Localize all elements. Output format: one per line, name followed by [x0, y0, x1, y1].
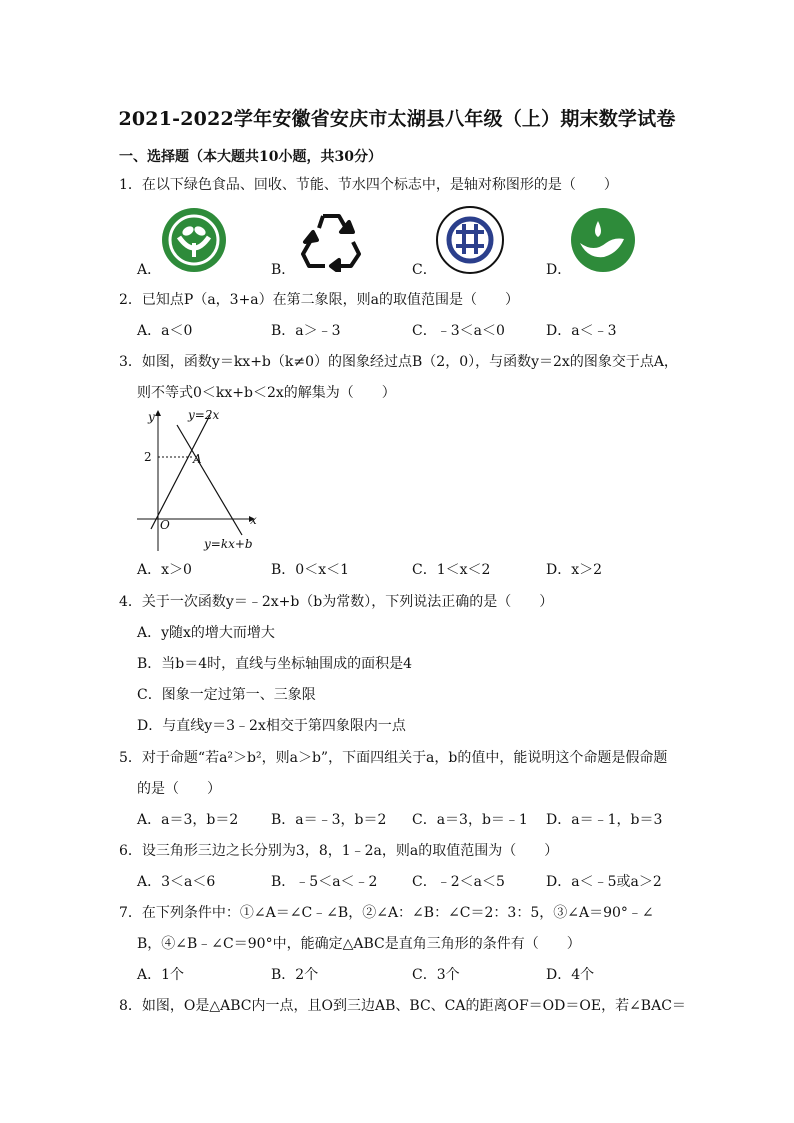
point-a-label: A: [193, 452, 202, 466]
q5-option-c: C．a＝3，b＝﹣1: [412, 812, 528, 828]
line-label-y-kx-b: y=kx+b: [204, 537, 253, 551]
q2-option-c: C．﹣3＜a＜0: [412, 323, 505, 339]
q1-option-d: D．: [546, 262, 572, 278]
q3-option-b: B．0＜x＜1: [271, 562, 349, 578]
question-5-line1: 5．对于命题“若a²＞b²，则a＞b”，下面四组关于a，b的值中，能说明这个命题是假命题: [119, 750, 668, 766]
q6-option-c: C．﹣2＜a＜5: [412, 874, 505, 890]
q7-option-c: C．3个: [412, 967, 460, 983]
tick-label-2: 2: [144, 450, 152, 464]
page-title: 2021-2022学年安徽省安庆市太湖县八年级（上）期末数学试卷: [118, 108, 676, 130]
origin-label: O: [160, 518, 170, 532]
question-8-text: 8．如图，O是△ABC内一点，且O到三边AB、BC、CA的距离OF＝OD＝OE，若∠BAC＝: [119, 998, 686, 1014]
q1-option-b: B．: [271, 262, 296, 278]
water-saving-icon: [570, 207, 636, 273]
question-5-line2: 的是（ ）: [137, 781, 221, 797]
q1-option-a: A．: [137, 262, 162, 278]
q4-option-c: C．图象一定过第一、三象限: [137, 687, 316, 703]
q5-option-b: B．a＝﹣3，b＝2: [271, 812, 387, 828]
question-4-text: 4．关于一次函数y＝﹣2x+b（b为常数），下列说法正确的是（ ）: [119, 594, 554, 610]
q6-option-d: D．a＜﹣5或a＞2: [546, 874, 662, 890]
question-7-line2: B，④∠B﹣∠C＝90°中，能确定△ABC是直角三角形的条件有（ ）: [137, 936, 581, 952]
section-heading: 一、选择题（本大题共10小题，共30分）: [119, 149, 382, 165]
q3-option-a: A．x＞0: [137, 562, 192, 578]
q2-option-b: B．a＞﹣3: [271, 323, 341, 339]
recycle-icon: [297, 208, 365, 272]
q5-option-a: A．a＝3，b＝2: [137, 812, 239, 828]
question-3-line1: 3．如图，函数y＝kx+b（k≠0）的图象经过点B（2，0），与函数y＝2x的图象交于点A，: [119, 354, 678, 370]
question-1-text: 1．在以下绿色食品、回收、节能、节水四个标志中，是轴对称图形的是（ ）: [119, 177, 618, 193]
line-label-y-2x: y=2x: [188, 408, 220, 422]
question-3-line2: 则不等式0＜kx+b＜2x的解集为（ ）: [137, 385, 396, 401]
q2-option-a: A．a＜0: [137, 323, 193, 339]
q1-option-c: C．: [412, 262, 437, 278]
question-7-line1: 7．在下列条件中：①∠A＝∠C﹣∠B，②∠A：∠B：∠C＝2：3：5，③∠A＝90°﹣∠: [119, 905, 654, 921]
q4-option-d: D．与直线y＝3﹣2x相交于第四象限内一点: [137, 718, 406, 734]
q7-option-b: B．2个: [271, 967, 319, 983]
q6-option-b: B．﹣5＜a＜﹣2: [271, 874, 378, 890]
q7-option-d: D．4个: [546, 967, 595, 983]
green-food-icon: [161, 207, 227, 273]
x-axis-label: x: [250, 513, 257, 527]
q7-option-a: A．1个: [137, 967, 185, 983]
q3-option-d: D．x＞2: [546, 562, 603, 578]
question-2-text: 2．已知点P（a，3+a）在第二象限，则a的取值范围是（ ）: [119, 292, 520, 308]
q6-option-a: A．3＜a＜6: [137, 874, 216, 890]
y-axis-label: y: [148, 410, 155, 424]
q4-option-b: B．当b＝4时，直线与坐标轴围成的面积是4: [137, 656, 413, 672]
energy-saving-icon: [436, 206, 504, 274]
q4-option-a: A．y随x的增大而增大: [137, 625, 275, 641]
function-graph: [134, 405, 264, 555]
q3-option-c: C．1＜x＜2: [412, 562, 491, 578]
question-6-text: 6．设三角形三边之长分别为3，8，1﹣2a，则a的取值范围为（ ）: [119, 843, 559, 859]
q2-option-d: D．a＜﹣3: [546, 323, 617, 339]
q5-option-d: D．a＝﹣1，b＝3: [546, 812, 663, 828]
